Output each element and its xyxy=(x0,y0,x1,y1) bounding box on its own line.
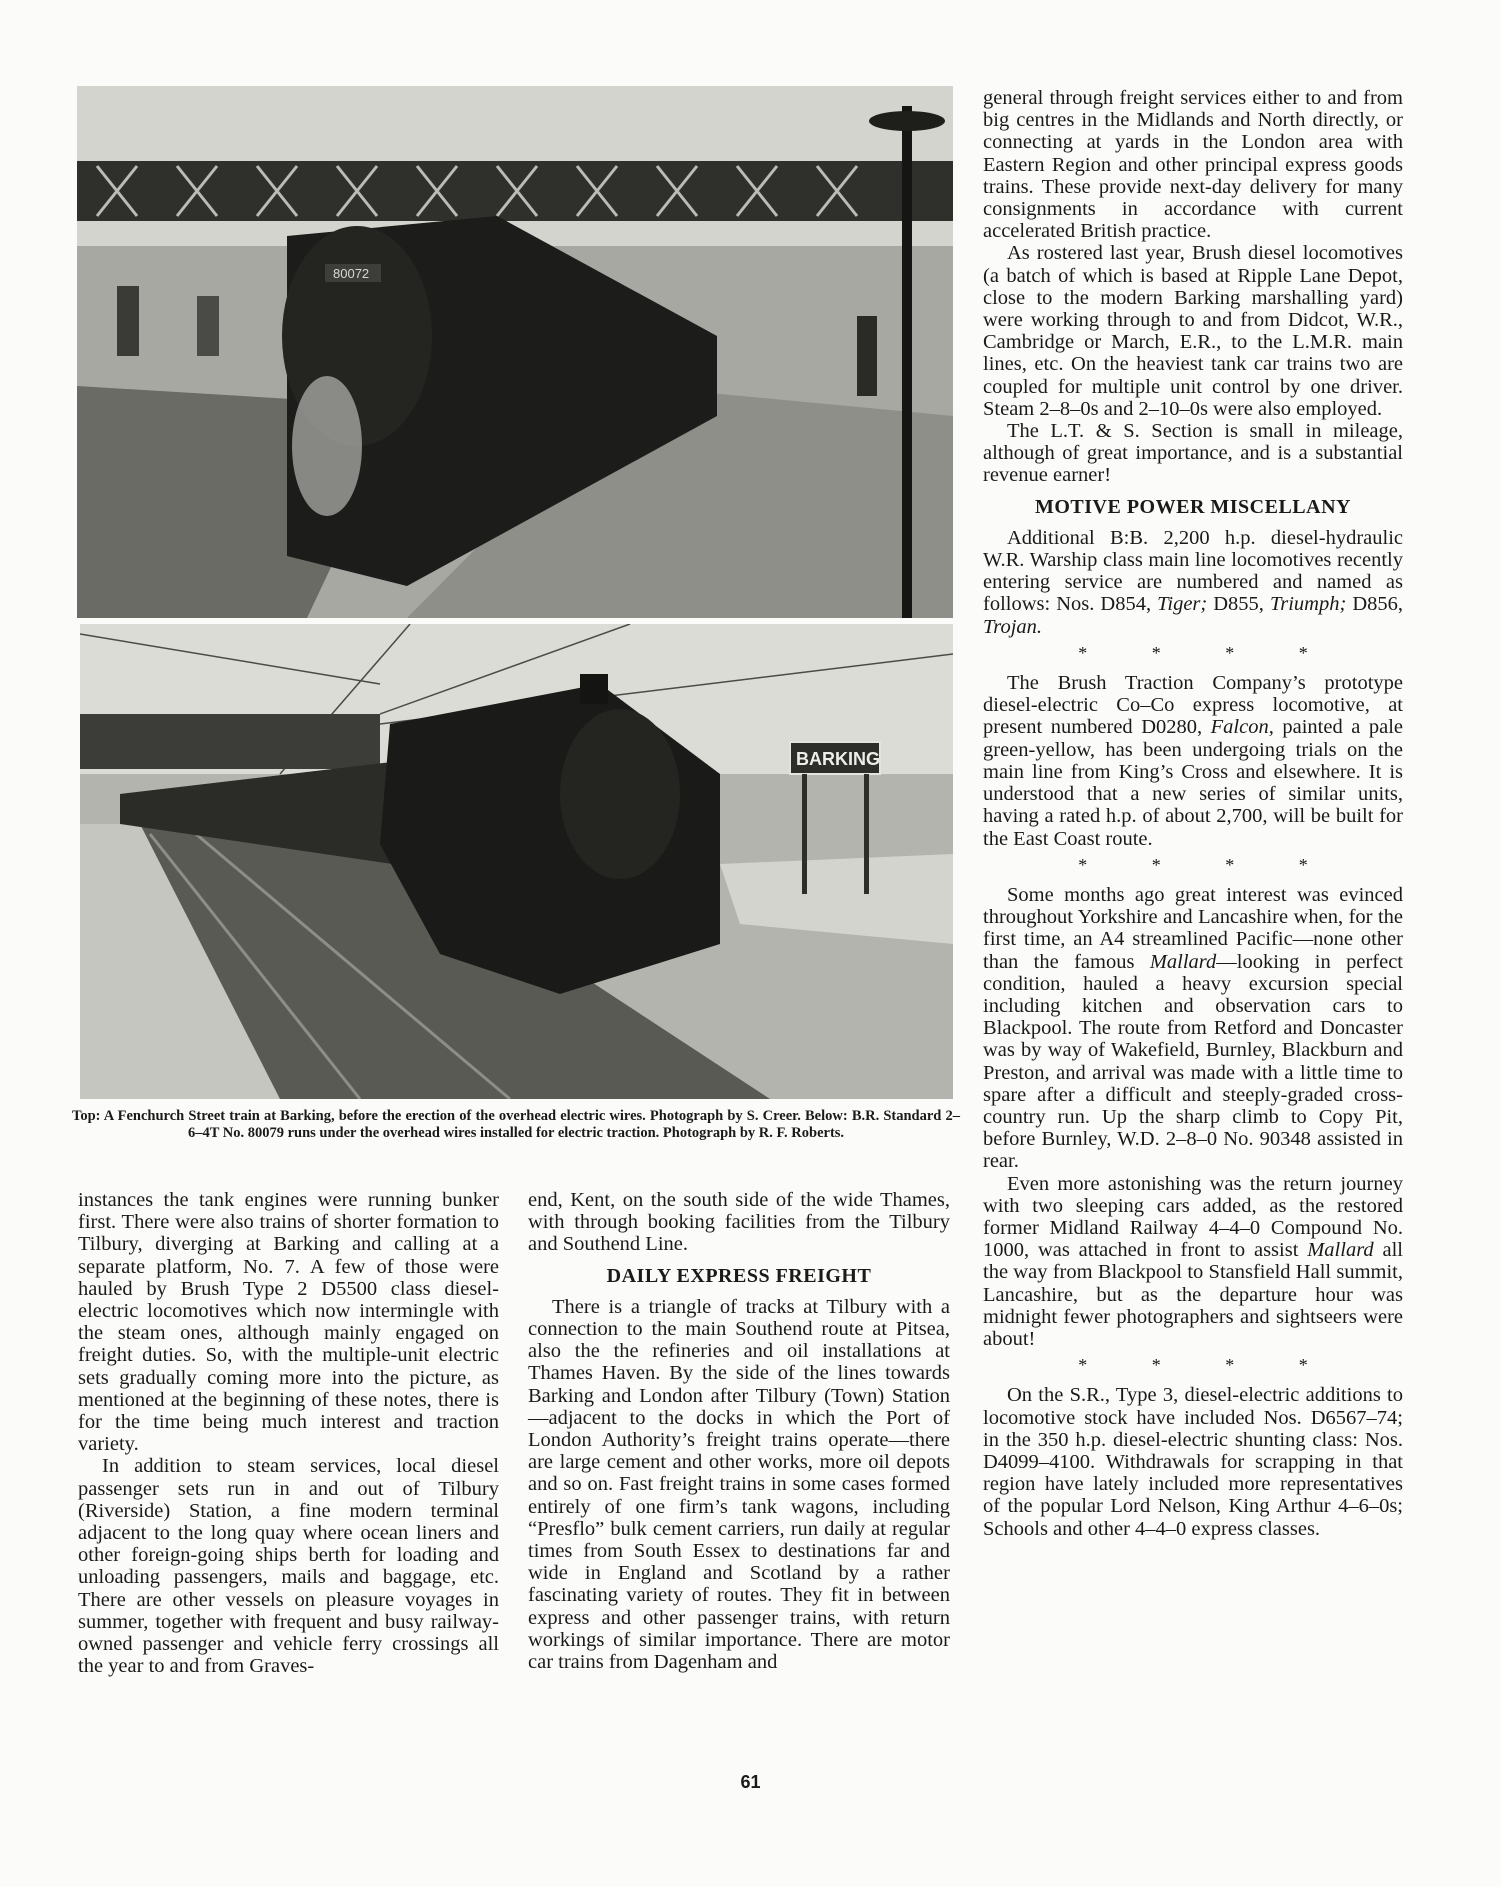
paragraph xyxy=(983,672,1403,850)
article-column-1 xyxy=(78,1189,499,1677)
loco-name: Triumph; xyxy=(1269,593,1347,616)
paragraph: end, Kent, on the south side of the wide Thames, with through booking facilities from the Tilbury and Southend Line. xyxy=(528,1189,950,1256)
loco-name: Tiger; xyxy=(1157,593,1208,616)
locomotive-number-plate: 80072 xyxy=(333,266,370,281)
section-divider-stars: * * * * xyxy=(1078,642,1338,663)
text-run: D855, xyxy=(1207,593,1270,616)
paragraph xyxy=(983,1173,1403,1351)
page-number: 61 xyxy=(740,1772,761,1792)
photo-top-fenchurch-train xyxy=(77,86,953,618)
article-column-3 xyxy=(983,87,1403,1540)
text-run: Even more astonishing was the return journey with two sleeping cars added, as the restored former Midland Railway 4–4–0 Compound No. 1000, was attached in front to assist xyxy=(983,1172,1403,1262)
paragraph xyxy=(983,527,1403,638)
paragraph: In addition to steam services, local diesel passenger sets run in and out of Tilbury (Riverside) Station, a fine modern terminal adjacent to the long quay where ocean liners and other foreign-going ships berth for loading and unloading passengers, mails and baggage, etc. There are other vessels on pleasure voyages in summer, together with frequent and busy railway-owned passenger and vehicle ferry crossings all the year to and from Graves- xyxy=(78,1455,499,1678)
loco-name: Falcon, xyxy=(1210,716,1274,739)
section-heading-motive-power-miscellany: MOTIVE POWER MISCELLANY xyxy=(1035,495,1351,518)
paragraph xyxy=(983,884,1403,1173)
text-run: painted a pale green-yellow, has been undergoing trials on the main line from King’s Cross and elsewhere. It is understood that a new series of similar units, having a rated h.p. of about 2,700, will be built for the East Coast route. xyxy=(983,716,1403,850)
text-run: D856, xyxy=(1346,593,1403,616)
text-run: Additional B:B. 2,200 h.p. diesel-hydraulic W.R. Warship class main line locomotives recently entering service are numbered and named as follows: Nos. D854, xyxy=(983,526,1403,616)
photo-bottom-barking-locomotive xyxy=(80,624,953,1099)
loco-name: Mallard xyxy=(1307,1239,1374,1262)
paragraph: On the S.R., Type 3, diesel-electric additions to locomotive stock have included Nos. D6567–74; in the 350 h.p. diesel-electric shunting class: Nos. D4099–4100. Withdrawals for scrapping in that region have lately included more representatives of the popular Lord Nelson, King Arthur 4–6–0s; Schools and other 4–4–0 express classes. xyxy=(983,1384,1403,1540)
paragraph: There is a triangle of tracks at Tilbury with a connection to the main Southend route at Pitsea, also the the refineries and oil installations at Thames Haven. By the side of the lines towards Barking and London after Tilbury (Town) Station —adjacent to the docks in which the Port of London Authority’s freight trains operate—there are large cement and other works, more oil depots and so on. Fast freight trains in some cases formed entirely of one firm’s tank wagons, including “Presflo” bulk cement carriers, run daily at regular times from South Essex to destinations far and wide in England and Scotland by a rather fascinating variety of routes. They fit in between express and other passenger trains, with return workings of similar importance. There are motor car trains from Dagenham and xyxy=(528,1295,950,1674)
section-divider-stars: * * * * xyxy=(1078,1355,1338,1376)
article-column-2 xyxy=(528,1189,950,1673)
paragraph: As rostered last year, Brush diesel locomotives (a batch of which is based at Ripple Lane Depot, close to the modern Barking marshalling yard) were working through to and from Didcot, W.R., Cambridge or March, E.R., to the L.M.R. main lines, etc. On the heaviest tank car trains two are coupled for multiple unit control by one driver. Steam 2–8–0s and 2–10–0s were also employed. xyxy=(983,242,1403,420)
text-run: —looking in perfect condition, hauled a heavy excursion special including kitchen and observation cars to Blackpool. The route from Retford and Doncaster was by way of Wakefield, Burnley, Blackburn and Preston, and arrival was made with a little time to spare after a difficult and steeply-graded cross-country run. Up the sharp climb to Copy Pit, before Burnley, W.D. 2–8–0 No. 90348 assisted in rear. xyxy=(983,950,1403,1173)
loco-name: Trojan. xyxy=(983,615,1043,638)
text-run: The Brush Traction Company’s prototype diesel-electric Co–Co express locomotive, at present numbered D0280, xyxy=(983,672,1403,739)
text-run: all the way from Blackpool to Stansfield Hall summit, Lancashire, but as the departure hour was midnight fewer photographers and sightseers were about! xyxy=(983,1239,1403,1350)
text-run: Some months ago great interest was evinced throughout Yorkshire and Lancashire when, for the first time, an A4 streamlined Pacific—none other than the famous xyxy=(983,883,1403,973)
station-sign-barking: BARKING xyxy=(796,749,880,769)
photo-caption: Top: A Fenchurch Street train at Barking, before the erection of the overhead electric wires. Photograph by S. Creer. Below: B.R. Standard 2–6–4T No. 80079 runs under the overhead wires installed for electric traction. Photograph by R. F. Roberts. xyxy=(72,1108,960,1141)
paragraph: general through freight services either to and from big centres in the Midlands and North directly, or connecting at yards in the London area with Eastern Region and other principal express goods trains. These provide next-day delivery for many consignments in accordance with current accelerated British practice. xyxy=(983,87,1403,243)
section-divider-stars: * * * * xyxy=(1078,854,1338,875)
paragraph: instances the tank engines were running bunker first. There were also trains of shorter formation to Tilbury, diverging at Barking and calling at a separate platform, No. 7. A few of those were hauled by Brush Type 2 D5500 class diesel-electric locomotives which now intermingle with the steam ones, although mainly engaged on freight duties. So, with the multiple-unit electric sets gradually coming more into the picture, as mentioned at the beginning of these notes, there is for the time being much interest and traction variety. xyxy=(78,1189,499,1456)
loco-name: Mallard xyxy=(1149,950,1217,973)
section-heading-daily-express-freight: DAILY EXPRESS FREIGHT xyxy=(606,1264,872,1287)
paragraph: The L.T. & S. Section is small in mileage, although of great importance, and is a substantial revenue earner! xyxy=(983,420,1403,487)
